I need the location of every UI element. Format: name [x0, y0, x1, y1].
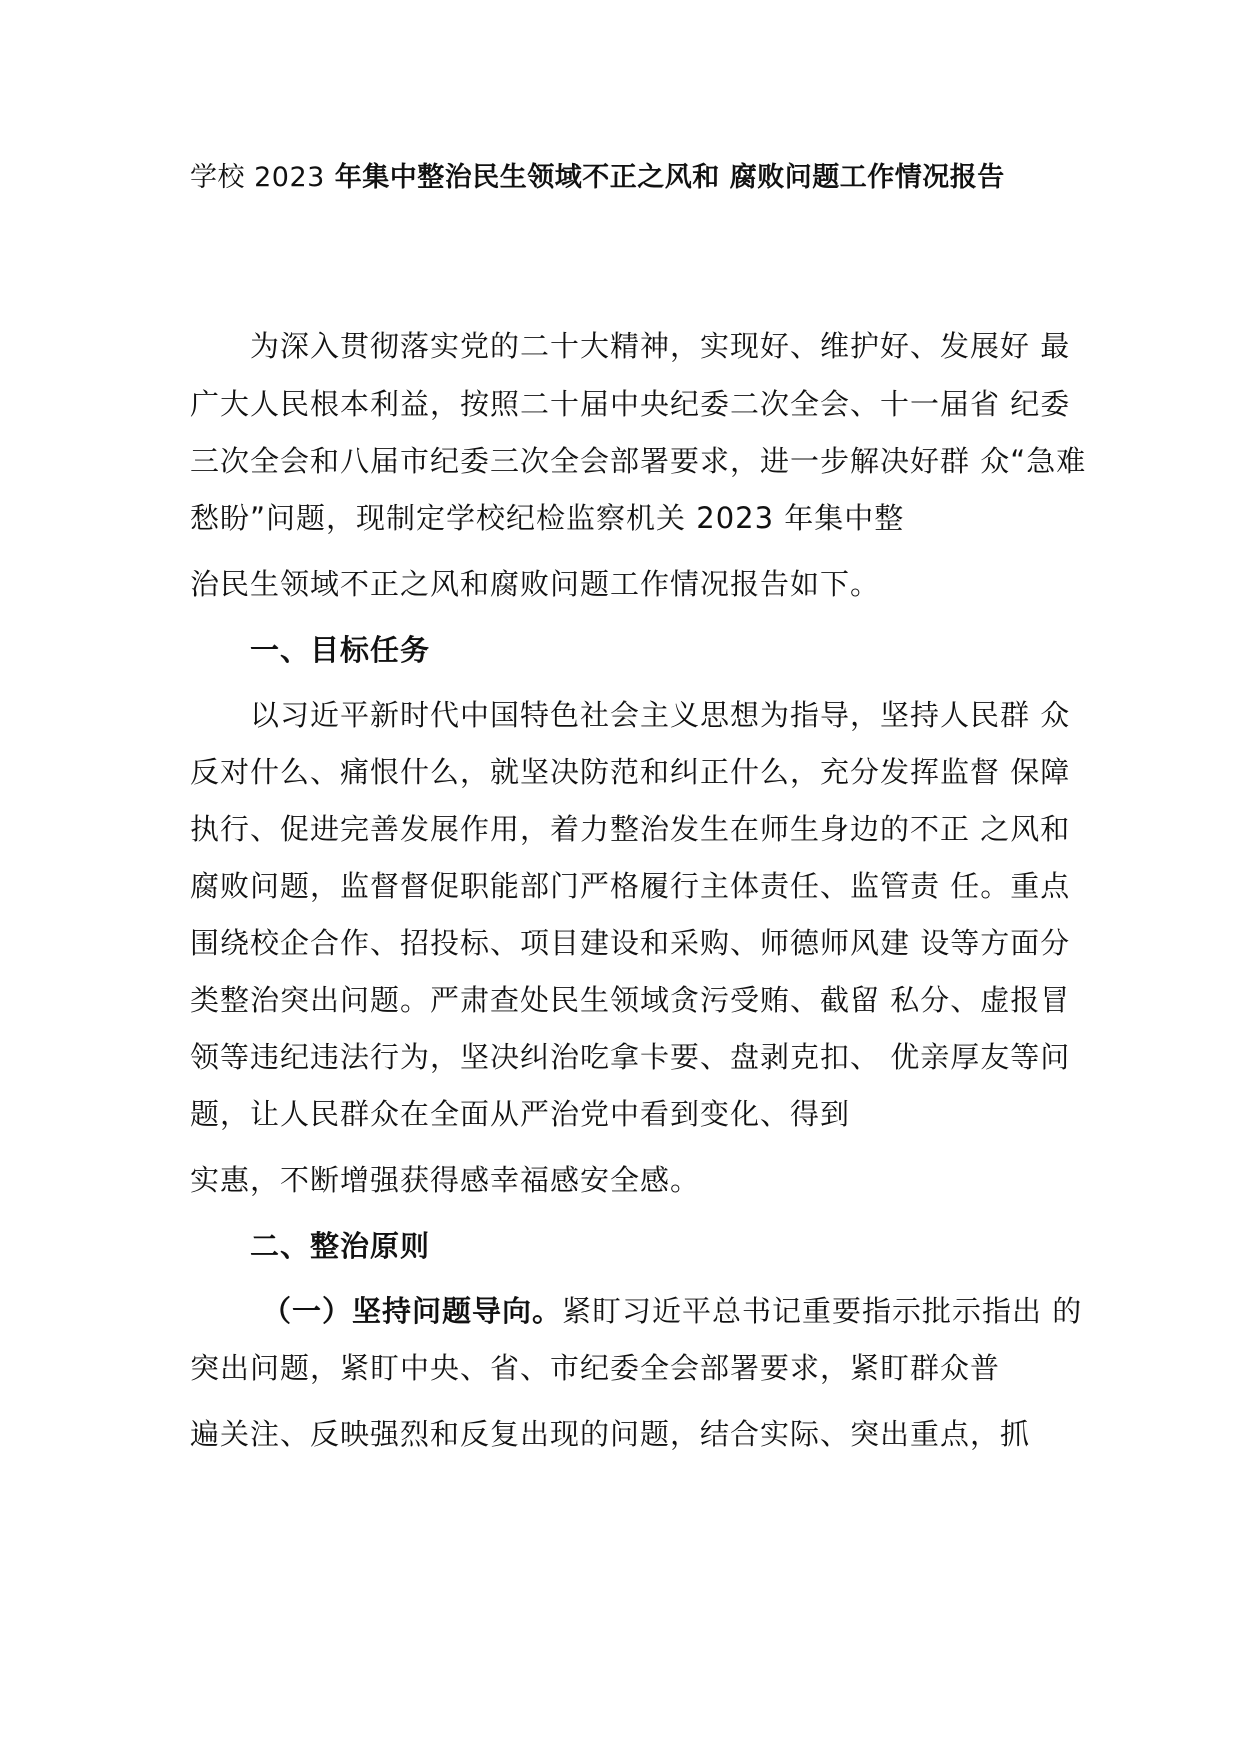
title-prefix: 学校 2023 [190, 162, 325, 193]
intro-line-3: 三次全会和八届市纪委三次全会部署要求，进一步解决好群 众“急难 [190, 444, 1087, 478]
document-title [190, 158, 1005, 198]
principle1-label: （一）坚持问题导向。 [262, 1294, 563, 1328]
principle1-line-3: 遍关注、反映强烈和反复出现的问题，结合实际、突出重点，抓 [190, 1417, 1031, 1451]
section1-line-3: 执行、促进完善发展作用，着力整治发生在师生身边的不正 之风和 [190, 812, 1071, 846]
principle1-line-1 [262, 1291, 1082, 1331]
section1-line-8: 题，让人民群众在全面从严治党中看到变化、得到 [190, 1097, 851, 1131]
section1-heading: 一、目标任务 [250, 633, 431, 667]
section1-line-7: 领等违纪违法行为，坚决纠治吃拿卡要、盘剥克扣、 优亲厚友等问 [190, 1040, 1071, 1074]
principle1-line-2: 突出问题，紧盯中央、省、市纪委全会部署要求，紧盯群众普 [190, 1351, 1001, 1385]
title-main: 年集中整治民生领域不正之风和 腐败问题工作情况报告 [334, 162, 1005, 193]
section1-line-6: 类整治突出问题。严肃查处民生领域贪污受贿、截留 私分、虚报冒 [190, 983, 1071, 1017]
intro-line-1: 为深入贯彻落实党的二十大精神，实现好、维护好、发展好 最 [250, 329, 1071, 363]
section1-line-4: 腐败问题，监督督促职能部门严格履行主体责任、监管责 任。重点 [190, 869, 1071, 903]
intro-line-4: 愁盼”问题，现制定学校纪检监察机关 2023 年集中整 [190, 501, 905, 535]
section2-heading: 二、整治原则 [250, 1229, 431, 1263]
principle1-text: 紧盯习近平总书记重要指示批示指出 的 [562, 1294, 1083, 1328]
section1-line-2: 反对什么、痛恨什么，就坚决防范和纠正什么，充分发挥监督 保障 [190, 755, 1071, 789]
intro-line-2: 广大人民根本利益，按照二十届中央纪委二次全会、十一届省 纪委 [190, 387, 1071, 421]
intro-line-5: 治民生领域不正之风和腐败问题工作情况报告如下。 [190, 567, 881, 601]
section1-line-1: 以习近平新时代中国特色社会主义思想为指导，坚持人民群 众 [250, 698, 1071, 732]
section1-line-9: 实惠，不断增强获得感幸福感安全感。 [190, 1163, 701, 1197]
section1-line-5: 围绕校企合作、招投标、项目建设和采购、师德师风建 设等方面分 [190, 926, 1071, 960]
